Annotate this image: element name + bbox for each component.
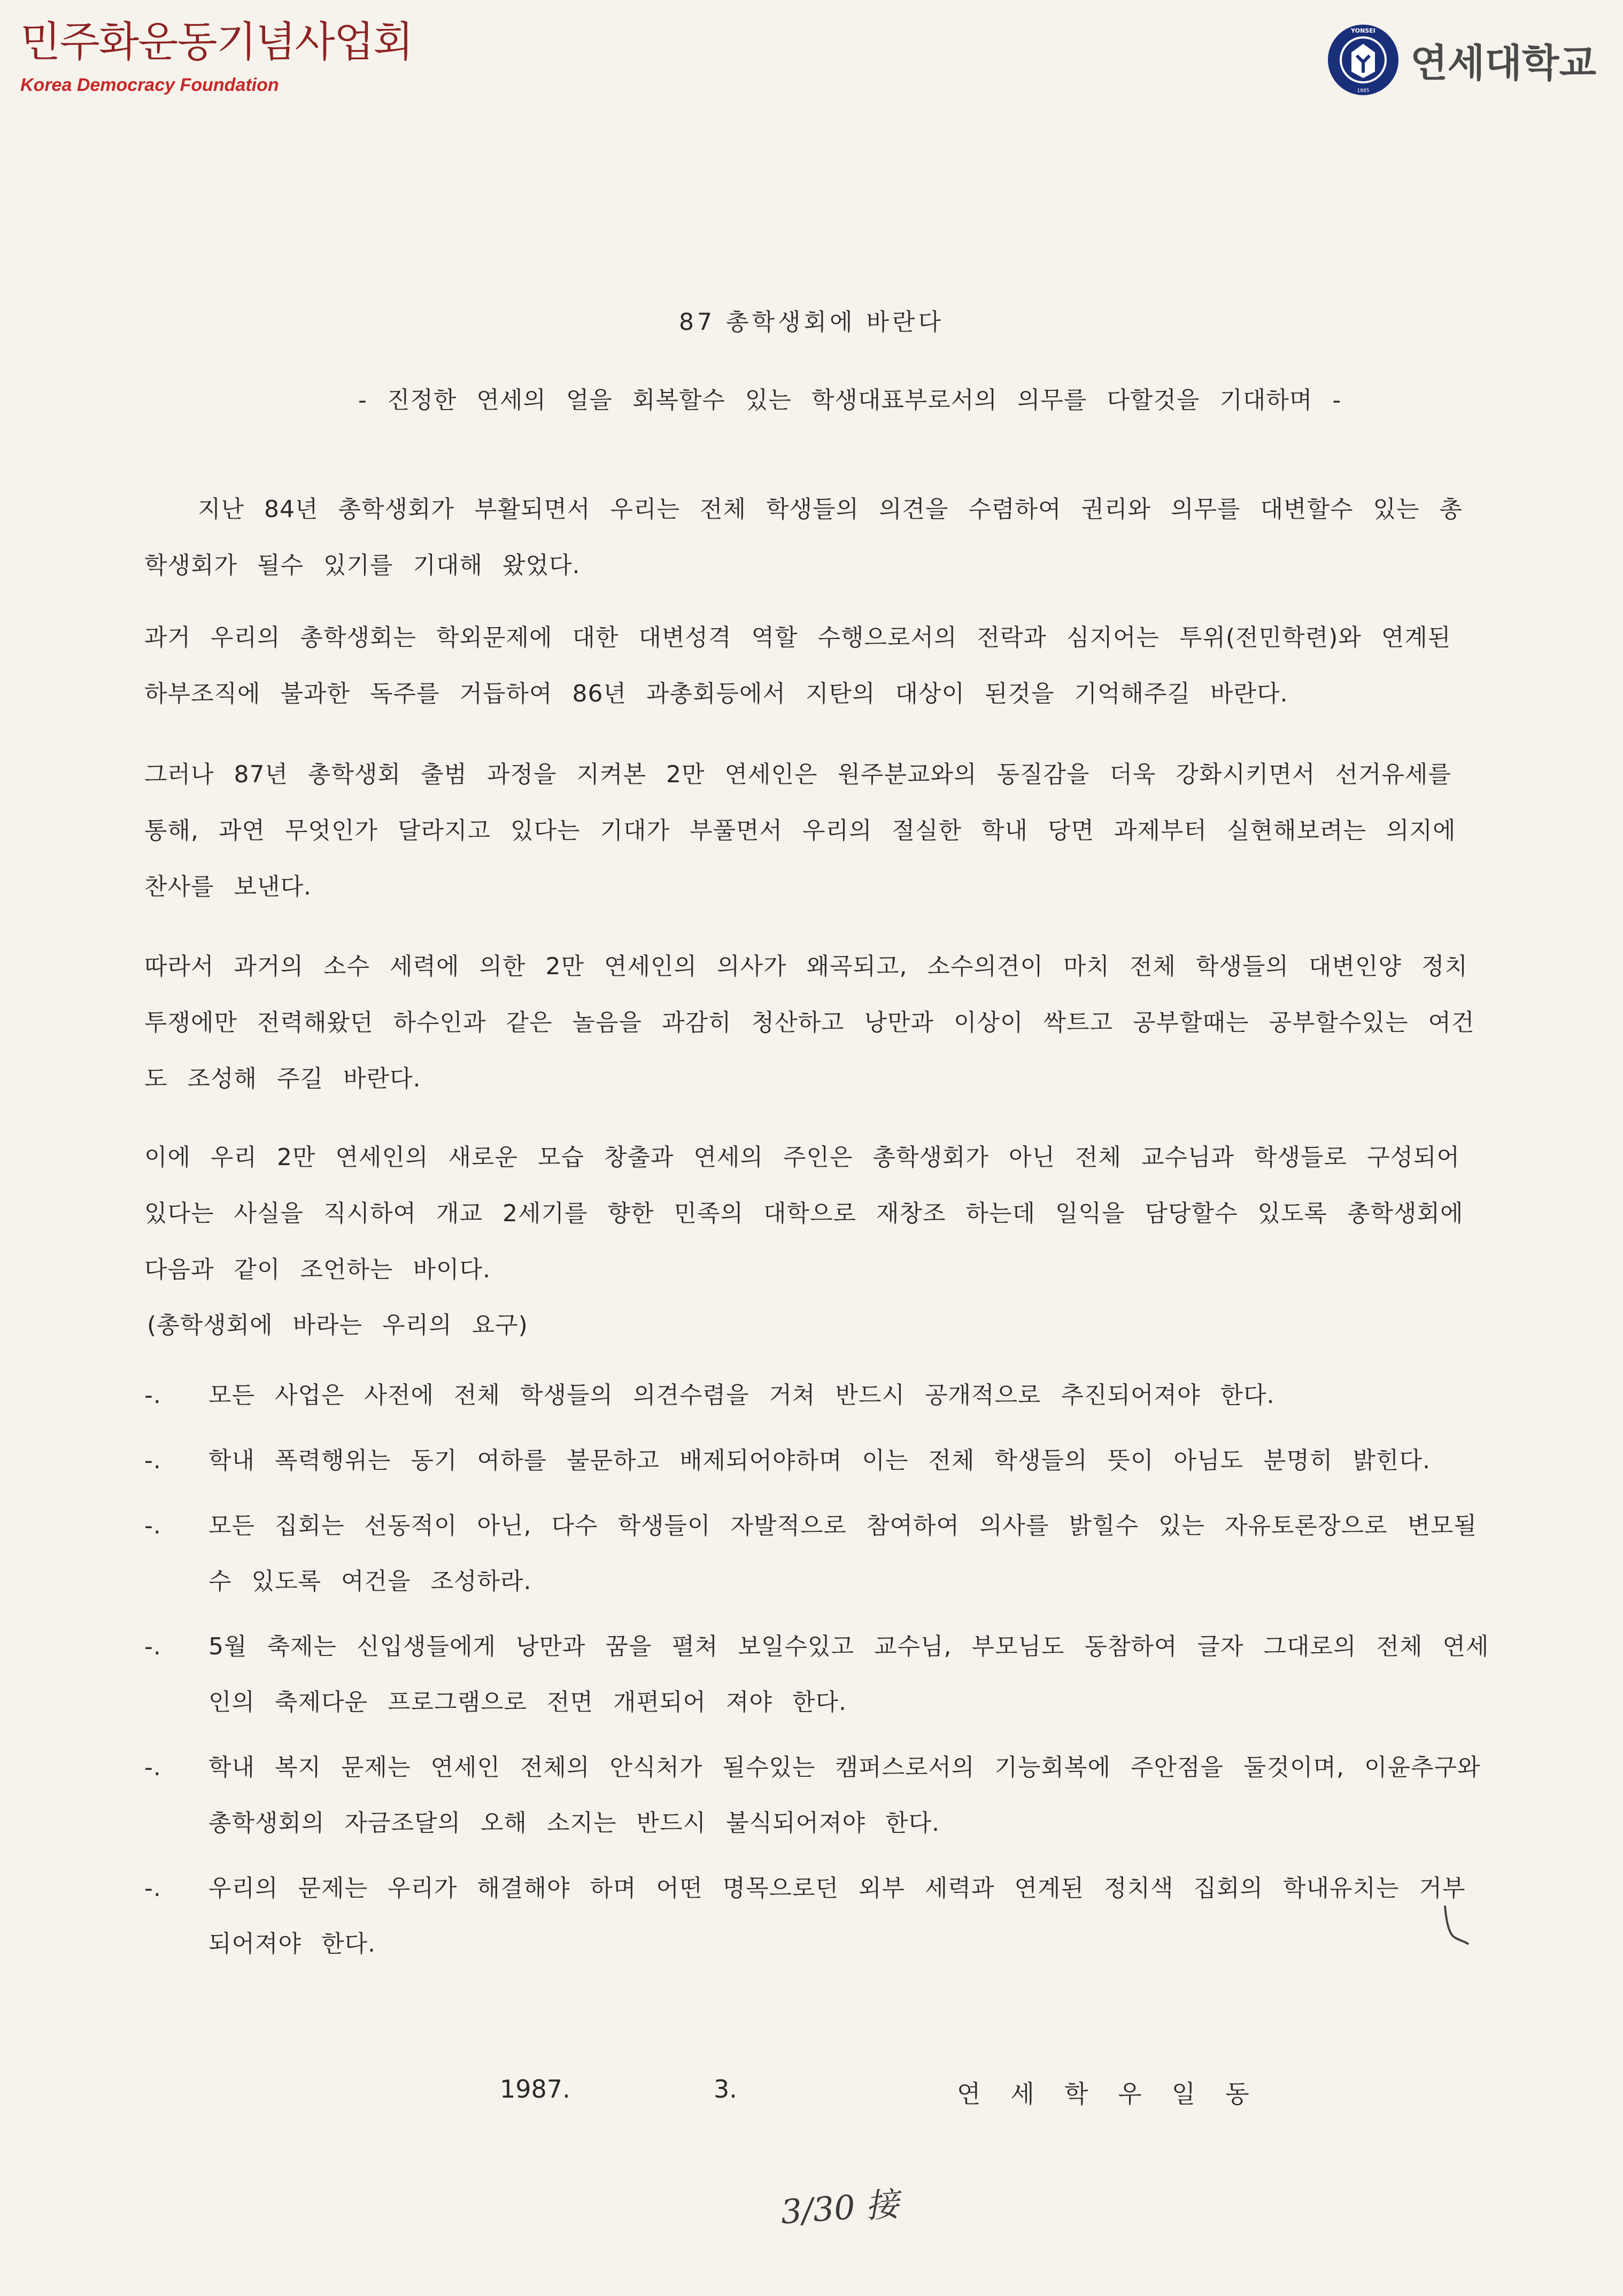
paragraph: 과거 우리의 총학생회는 학외문제에 대한 대변성격 역할 수행으로서의 전락과 심지어는 투위(전민학련)와 연계된 하부조직에 불과한 독주를 거듭하여 86년 과총회등에서 지탄의 대상이 된것을 기억해주길 바란다. xyxy=(144,624,1451,707)
yonsei-seal-icon xyxy=(1326,22,1401,97)
request-text: 학내 복지 문제는 연세인 전체의 안식처가 될수있는 캠퍼스로서의 기능회복에 주안점을 둘것이며, 이윤추구와 총학생회의 자금조달의 오해 소지는 반드시 불식되어져야 한다. xyxy=(208,1754,1481,1837)
date-year: 1987. xyxy=(500,2075,570,2104)
request-item xyxy=(144,1498,1497,1609)
list-bullet: -. xyxy=(144,1754,161,1781)
document-subtitle: - 진정한 연세의 얼을 회복할수 있는 학생대표부로서의 의무를 다할것을 기대하며 - xyxy=(358,387,1342,414)
foundation-name-kr: 민주화운동기념사업회 xyxy=(20,18,413,66)
list-bullet: -. xyxy=(144,1382,161,1409)
request-item xyxy=(144,1619,1497,1730)
paragraph: 그러나 87년 총학생회 출범 과정을 지켜본 2만 연세인은 원주분교와의 동질감을 더욱 강화시키면서 선거유세를 통해, 과연 무엇인가 달라지고 있다는 기대가 부풀면서 우리의 절실한 학내 당면 과제부터 실현해보려는 의지에 찬사를 보낸다. xyxy=(144,761,1456,900)
list-bullet: -. xyxy=(144,1875,161,1902)
request-text: 모든 집회는 선동적이 아닌, 다수 학생들이 자발적으로 참여하여 의사를 밝힐수 있는 자유토론장으로 변모될수 있도록 여건을 조성하라. xyxy=(208,1512,1477,1595)
paragraph: 지난 84년 총학생회가 부활되면서 우리는 전체 학생들의 의견을 수렴하여 권리와 의무를 대변할수 있는 총학생회가 될수 있기를 기대해 왔었다. xyxy=(144,496,1463,579)
request-text: 학내 폭력행위는 동기 여하를 불문하고 배제되어야하며 이는 전체 학생들의 뜻이 아님도 분명히 밝힌다. xyxy=(208,1447,1431,1474)
pen-stroke-mark xyxy=(1441,1904,1473,1946)
university-name: 연세대학교 xyxy=(1410,41,1596,86)
paragraph: 따라서 과거의 소수 세력에 의한 2만 연세인의 의사가 왜곡되고, 소수의견이 마치 전체 학생들의 대변인양 정치 투쟁에만 전력해왔던 하수인과 같은 놀음을 과감히 청산하고 낭만과 이상이 싹트고 공부할때는 공부할수있는 여건도 조성해 주길 바란다. xyxy=(144,953,1475,1092)
request-item xyxy=(144,1861,1497,1972)
list-bullet: -. xyxy=(144,1512,161,1539)
date-month: 3. xyxy=(714,2075,737,2104)
request-item xyxy=(144,1368,1497,1423)
request-item xyxy=(144,1433,1497,1489)
list-bullet: -. xyxy=(144,1633,161,1660)
requests-list xyxy=(144,1368,1497,1982)
paragraph: 이에 우리 2만 연세인의 새로운 모습 창출과 연세의 주인은 총학생회가 아닌 전체 교수님과 학생들로 구성되어 있다는 사실을 직시하여 개교 2세기를 향한 민족의 대학으로 재창조 하는데 일익을 담당할수 있도록 총학생회에 다음과 같이 조언하는 바이다. xyxy=(144,1144,1464,1283)
request-text: 5월 축제는 신입생들에게 낭만과 꿈을 펼쳐 보일수있고 교수님, 부모님도 동참하여 글자 그대로의 전체 연세인의 축제다운 프로그램으로 전면 개편되어 져야 한다. xyxy=(208,1633,1489,1716)
list-bullet: -. xyxy=(144,1447,161,1474)
author-signature: 연세학우일동 xyxy=(957,2079,1279,2108)
svg-text:YONSEI: YONSEI xyxy=(1351,27,1376,34)
university-logo xyxy=(1326,22,1596,97)
request-text: 우리의 문제는 우리가 해결해야 하며 어떤 명목으로던 외부 세력과 연계된 정치색 집회의 학내유치는 거부 되어져야 한다. xyxy=(208,1875,1466,1958)
requests-heading: (총학생회에 바라는 우리의 요구) xyxy=(147,1312,528,1339)
foundation-logo xyxy=(20,18,413,95)
request-item xyxy=(144,1740,1497,1851)
document-title: 87 총학생회에 바란다 xyxy=(679,309,944,336)
foundation-name-en: Korea Democracy Foundation xyxy=(20,75,279,95)
svg-text:1885: 1885 xyxy=(1357,88,1370,94)
handwritten-received-note: 3/30 接 xyxy=(779,2184,900,2232)
request-text: 모든 사업은 사전에 전체 학생들의 의견수렴을 거쳐 반드시 공개적으로 추진되어져야 한다. xyxy=(208,1382,1275,1409)
